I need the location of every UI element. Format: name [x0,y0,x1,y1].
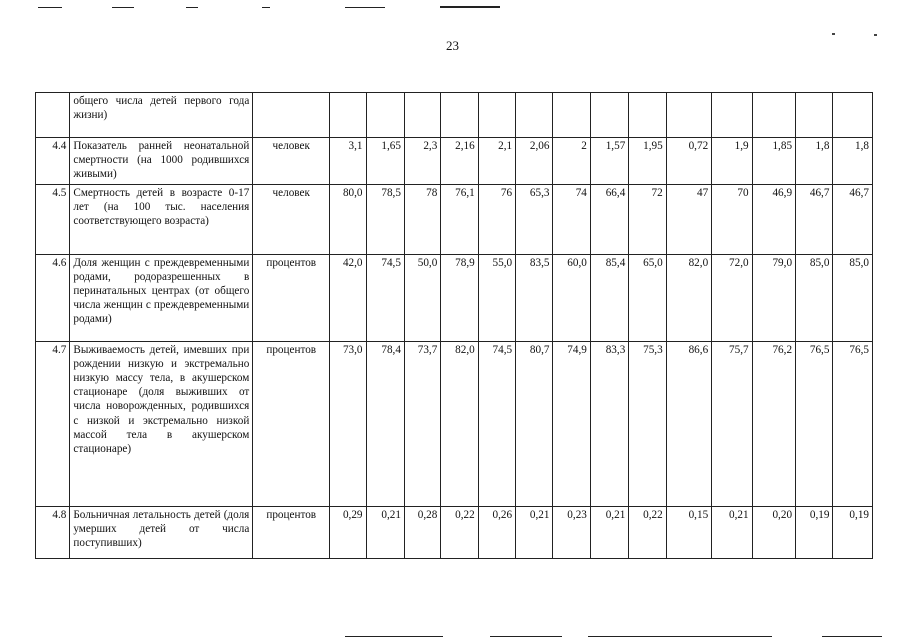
indicator-value: 50,0 [404,254,440,341]
indicator-value: 80,7 [516,341,553,506]
scan-dot [832,33,835,35]
indicator-value [712,93,752,138]
indicator-value [629,93,666,138]
indicator-value: 0,21 [712,506,752,558]
row-number: 4.5 [36,184,70,254]
unit-of-measure [253,93,330,138]
scan-mark [112,7,134,8]
indicator-value: 0,23 [553,506,590,558]
indicator-value: 1,57 [590,138,628,185]
row-number: 4.8 [36,506,70,558]
indicator-value: 1,65 [366,138,404,185]
indicator-value [752,93,795,138]
table-row [36,138,873,185]
indicator-value: 1,8 [796,138,833,185]
indicator-value: 60,0 [553,254,590,341]
indicator-value: 3,1 [330,138,366,185]
table-row [36,184,873,254]
scan-mark [440,6,500,8]
indicator-value [590,93,628,138]
indicator-value: 0,22 [629,506,666,558]
indicator-value: 0,20 [752,506,795,558]
indicator-value [553,93,590,138]
indicator-value: 83,3 [590,341,628,506]
indicator-value: 82,0 [666,254,711,341]
row-number: 4.4 [36,138,70,185]
indicator-value: 0,72 [666,138,711,185]
indicator-value: 72 [629,184,666,254]
indicator-value: 0,19 [833,506,873,558]
unit-of-measure: человек [253,138,330,185]
indicator-value: 66,4 [590,184,628,254]
indicator-value: 0,22 [441,506,478,558]
indicator-value: 76,2 [752,341,795,506]
indicator-value: 0,15 [666,506,711,558]
row-number: 4.7 [36,341,70,506]
indicator-value: 42,0 [330,254,366,341]
indicator-value: 0,29 [330,506,366,558]
indicator-value: 75,7 [712,341,752,506]
indicator-value [516,93,553,138]
indicator-description: Показатель ранней неонатальной смертности (на 1000 родившихся живыми) [70,138,253,185]
indicator-value [404,93,440,138]
indicator-value: 76,5 [833,341,873,506]
indicator-value [833,93,873,138]
indicator-value: 74,5 [478,341,515,506]
indicator-value: 75,3 [629,341,666,506]
indicator-value: 2 [553,138,590,185]
indicator-value: 74,5 [366,254,404,341]
unit-of-measure: процентов [253,506,330,558]
indicator-value: 47 [666,184,711,254]
row-number: 4.6 [36,254,70,341]
unit-of-measure: процентов [253,254,330,341]
indicator-description: Больничная летальность детей (доля умерших детей от числа поступивших) [70,506,253,558]
indicator-value: 55,0 [478,254,515,341]
indicator-description: общего числа детей первого года жизни) [70,93,253,138]
scan-mark [186,7,198,8]
indicator-value: 0,21 [590,506,628,558]
indicator-value: 1,95 [629,138,666,185]
indicator-value: 76,1 [441,184,478,254]
indicator-description: Доля женщин с преждевременными родами, родоразрешенных в перинатальных центрах (от общего числа женщин с преждевременными родами) [70,254,253,341]
indicator-value: 78,4 [366,341,404,506]
indicator-value: 78,5 [366,184,404,254]
indicator-value: 83,5 [516,254,553,341]
indicator-value: 2,1 [478,138,515,185]
indicator-value: 1,8 [833,138,873,185]
indicator-value: 46,7 [796,184,833,254]
indicator-value: 79,0 [752,254,795,341]
unit-of-measure: процентов [253,341,330,506]
indicator-value: 82,0 [441,341,478,506]
scan-mark [490,636,562,637]
table-row [36,506,873,558]
scan-mark [38,7,62,8]
indicator-value [366,93,404,138]
table-row [36,341,873,506]
scan-mark [588,636,772,637]
indicator-value: 85,0 [833,254,873,341]
scan-mark [345,7,385,8]
indicator-value: 76,5 [796,341,833,506]
indicator-value: 0,26 [478,506,515,558]
scan-mark [345,636,443,637]
indicator-value [330,93,366,138]
indicator-description: Смертность детей в возрасте 0-17 лет (на 100 тыс. населения соответствующего возраста) [70,184,253,254]
indicator-value: 78,9 [441,254,478,341]
indicator-value [478,93,515,138]
indicator-value [796,93,833,138]
indicator-value [666,93,711,138]
indicator-value: 2,16 [441,138,478,185]
indicator-value: 0,28 [404,506,440,558]
indicator-value: 85,0 [796,254,833,341]
indicator-value: 0,21 [366,506,404,558]
indicator-value: 72,0 [712,254,752,341]
indicator-value: 74 [553,184,590,254]
indicator-value [441,93,478,138]
indicator-value: 74,9 [553,341,590,506]
indicator-value: 1,85 [752,138,795,185]
page-number: 23 [446,38,459,53]
indicators-table [35,92,873,559]
indicator-value: 1,9 [712,138,752,185]
indicator-value: 65,3 [516,184,553,254]
indicator-value: 2,06 [516,138,553,185]
scan-dot [874,34,877,36]
indicator-value: 46,7 [833,184,873,254]
indicator-value: 80,0 [330,184,366,254]
indicator-value: 65,0 [629,254,666,341]
indicator-value: 0,19 [796,506,833,558]
table-row [36,254,873,341]
indicator-value: 76 [478,184,515,254]
indicator-value: 2,3 [404,138,440,185]
indicator-description: Выживаемость детей, имевших при рождении низкую и экстремально низкую массу тела, в акушерском стационаре (доля выживших от числа новорожденных, родившихся с низкой и экстремально низкой массой тела в акушерском стационаре) [70,341,253,506]
indicator-value: 85,4 [590,254,628,341]
indicator-value: 0,21 [516,506,553,558]
scan-mark [262,7,270,8]
indicator-value: 70 [712,184,752,254]
indicator-value: 73,0 [330,341,366,506]
indicator-value: 46,9 [752,184,795,254]
indicator-value: 73,7 [404,341,440,506]
indicator-value: 78 [404,184,440,254]
scan-mark [822,636,882,637]
unit-of-measure: человек [253,184,330,254]
row-number [36,93,70,138]
indicator-value: 86,6 [666,341,711,506]
table-row [36,93,873,138]
table-body [36,93,873,559]
